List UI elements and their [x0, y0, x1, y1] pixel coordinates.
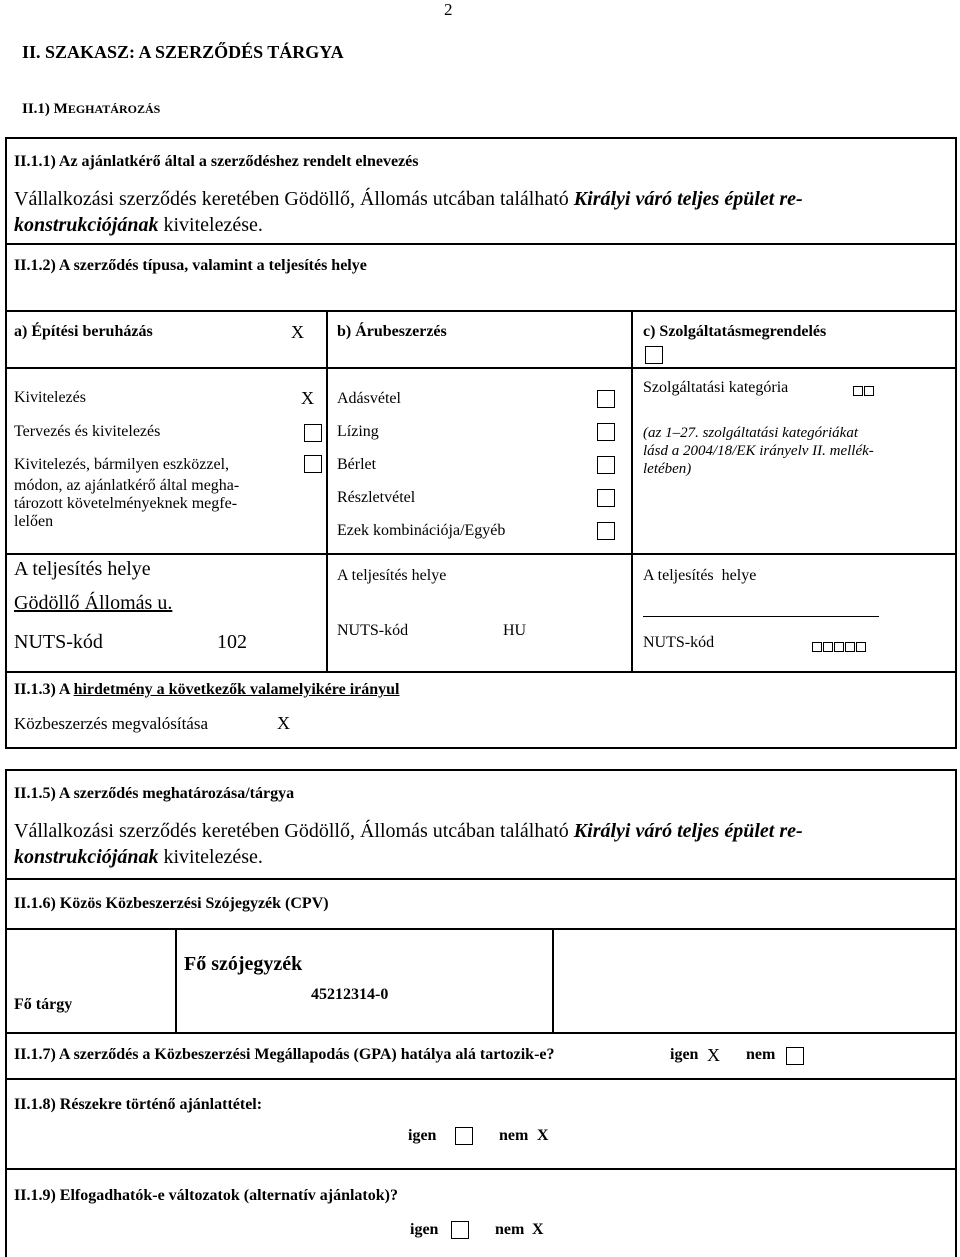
- s118-no-mark: X: [537, 1127, 549, 1144]
- divider: [6, 367, 956, 369]
- s118-heading: II.1.8) Részekre történő ajánlattétel:: [14, 1096, 263, 1113]
- s118-no-label: nem: [499, 1127, 529, 1144]
- col-b-item-label: Részletvétel: [337, 489, 416, 506]
- checkbox[interactable]: [856, 642, 866, 652]
- checkbox[interactable]: [455, 1127, 473, 1145]
- divider: [6, 1032, 956, 1034]
- checkbox[interactable]: [451, 1221, 469, 1239]
- col-b-title: b) Árubeszerzés: [337, 323, 447, 340]
- subsection-title-prefix: II.1) M: [22, 101, 68, 117]
- s117-heading: II.1.7) A szerződés a Közbeszerzési Megállapodás (GPA) hatálya alá tartozik-e?: [14, 1046, 555, 1063]
- place-input-line[interactable]: [643, 616, 879, 617]
- s113-heading-prefix: II.1.3) A: [14, 681, 74, 698]
- checkbox[interactable]: [597, 423, 615, 441]
- col-c-note-line: letében): [643, 461, 692, 477]
- checkbox[interactable]: [823, 642, 833, 652]
- s111-text-line2-emph: konstrukciójának: [14, 214, 159, 236]
- s115-text-line2: kivitelezése.: [158, 846, 263, 868]
- s113-heading: [14, 681, 399, 699]
- s111-text-line1-emph: Királyi váró teljes épület re-: [573, 188, 803, 210]
- s115-text-line2-emph: konstrukciójának: [14, 846, 159, 868]
- col-a-item-label: Tervezés és kivitelezés: [14, 423, 161, 440]
- col-c-nuts-label: NUTS-kód: [643, 634, 715, 651]
- checkbox[interactable]: [786, 1047, 804, 1065]
- s118-yes-label: igen: [408, 1127, 437, 1144]
- col-b-item-label: Adásvétel: [337, 390, 401, 407]
- col-a-nuts-value: 102: [217, 631, 247, 653]
- col-b-nuts-label: NUTS-kód: [337, 622, 409, 639]
- category-code-boxes: [853, 383, 875, 401]
- checkbox[interactable]: [597, 522, 615, 540]
- col-a-item-mark: X: [301, 388, 314, 408]
- s111-heading: II.1.1) Az ajánlatkérő által a szerződéshez rendelt elnevezés: [14, 153, 419, 170]
- checkbox[interactable]: [864, 386, 874, 396]
- page-number: 2: [444, 0, 453, 19]
- col-c-note-line: (az 1–27. szolgáltatási kategóriákat: [643, 425, 858, 441]
- checkbox[interactable]: [597, 489, 615, 507]
- column-divider: [175, 928, 177, 1032]
- s115-text-line1-emph: Királyi váró teljes épület re-: [573, 820, 803, 842]
- s117-yes-mark: X: [707, 1045, 720, 1065]
- col-b-place-label: A teljesítés helye: [337, 567, 447, 584]
- main-vocab-label: Fő szójegyzék: [184, 953, 303, 975]
- col-a-cont-line: módon, az ajánlatkérő által megha-: [14, 477, 240, 494]
- col-c-title: c) Szolgáltatásmegrendelés: [643, 323, 827, 340]
- s111-text: [14, 186, 803, 238]
- checkbox[interactable]: [597, 456, 615, 474]
- divider: [6, 553, 956, 555]
- column-divider: [631, 310, 633, 672]
- s119-yes-label: igen: [410, 1221, 439, 1238]
- col-b-item-label: Lízing: [337, 423, 379, 440]
- col-c-place-label: A teljesítés helye: [643, 567, 757, 584]
- s115-heading: II.1.5) A szerződés meghatározása/tárgya: [14, 785, 295, 802]
- col-b-item-label: Bérlet: [337, 456, 377, 473]
- checkbox[interactable]: [597, 390, 615, 408]
- checkbox[interactable]: [645, 346, 663, 364]
- s119-heading: II.1.9) Elfogadhatók-e változatok (alternatív ajánlatok)?: [14, 1187, 398, 1204]
- main-subject-label: Fő tárgy: [14, 996, 73, 1013]
- s115-text: [14, 818, 803, 870]
- divider: [6, 243, 956, 245]
- divider: [6, 671, 956, 673]
- cpv-code: 45212314-0: [311, 986, 389, 1003]
- s116-heading: II.1.6) Közös Közbeszerzési Szójegyzék (CPV): [14, 895, 329, 912]
- col-c-note-line: lásd a 2004/18/EK irányelv II. mellék-: [643, 443, 874, 459]
- section-title: II. SZAKASZ: A SZERZŐDÉS TÁRGYA: [22, 42, 344, 62]
- column-divider: [326, 310, 328, 672]
- col-b-nuts-value: HU: [503, 622, 527, 639]
- s117-no-label: nem: [746, 1046, 776, 1063]
- col-a-item-continuation: [14, 477, 239, 531]
- s113-item-label: Közbeszerzés megvalósítása: [14, 714, 208, 733]
- divider: [6, 1168, 956, 1170]
- s117-yes-label: igen: [670, 1046, 699, 1063]
- s115-text-line1: Vállalkozási szerződés keretében Gödöllő, Állomás utcában található: [14, 820, 574, 842]
- col-a-title: a) Építési beruházás: [14, 323, 153, 340]
- column-divider: [552, 928, 554, 1032]
- divider: [6, 1078, 956, 1080]
- checkbox[interactable]: [845, 642, 855, 652]
- checkbox[interactable]: [853, 386, 863, 396]
- subsection-title-rest: EGHATÁROZÁS: [67, 102, 161, 116]
- col-a-mark: X: [291, 322, 304, 342]
- col-a-cont-line: lelően: [14, 513, 54, 530]
- checkbox[interactable]: [834, 642, 844, 652]
- s112-heading: II.1.2) A szerződés típusa, valamint a teljesítés helye: [14, 257, 367, 274]
- divider: [6, 310, 956, 312]
- col-a-item-label: Kivitelezés: [14, 389, 86, 406]
- col-a-place-value: Gödöllő Állomás u.: [14, 592, 173, 614]
- col-a-nuts-label: NUTS-kód: [14, 631, 103, 653]
- checkbox[interactable]: [304, 424, 322, 442]
- divider: [6, 928, 956, 930]
- s119-no-label: nem: [495, 1221, 525, 1238]
- col-c-note: [643, 424, 874, 478]
- s113-item-mark: X: [277, 713, 290, 733]
- col-b-item-label: Ezek kombinációja/Egyéb: [337, 522, 506, 539]
- col-c-category-label: Szolgáltatási kategória: [643, 379, 789, 396]
- s111-text-line1: Vállalkozási szerződés keretében Gödöllő, Állomás utcában található: [14, 188, 574, 210]
- nuts-code-boxes: [812, 639, 867, 657]
- s119-no-mark: X: [532, 1221, 544, 1238]
- col-a-item-label: Kivitelezés, bármilyen eszközzel,: [14, 456, 230, 473]
- s113-heading-underlined: hirdetmény a következők valamelyikére irányul: [73, 681, 400, 698]
- s111-text-line2: kivitelezése.: [158, 214, 263, 236]
- checkbox[interactable]: [812, 642, 822, 652]
- divider: [6, 878, 956, 880]
- col-a-place-label: A teljesítés helye: [14, 558, 151, 580]
- checkbox[interactable]: [304, 455, 322, 473]
- col-a-cont-line: tározott követelményeknek megfe-: [14, 495, 238, 512]
- subsection-title: [22, 100, 160, 118]
